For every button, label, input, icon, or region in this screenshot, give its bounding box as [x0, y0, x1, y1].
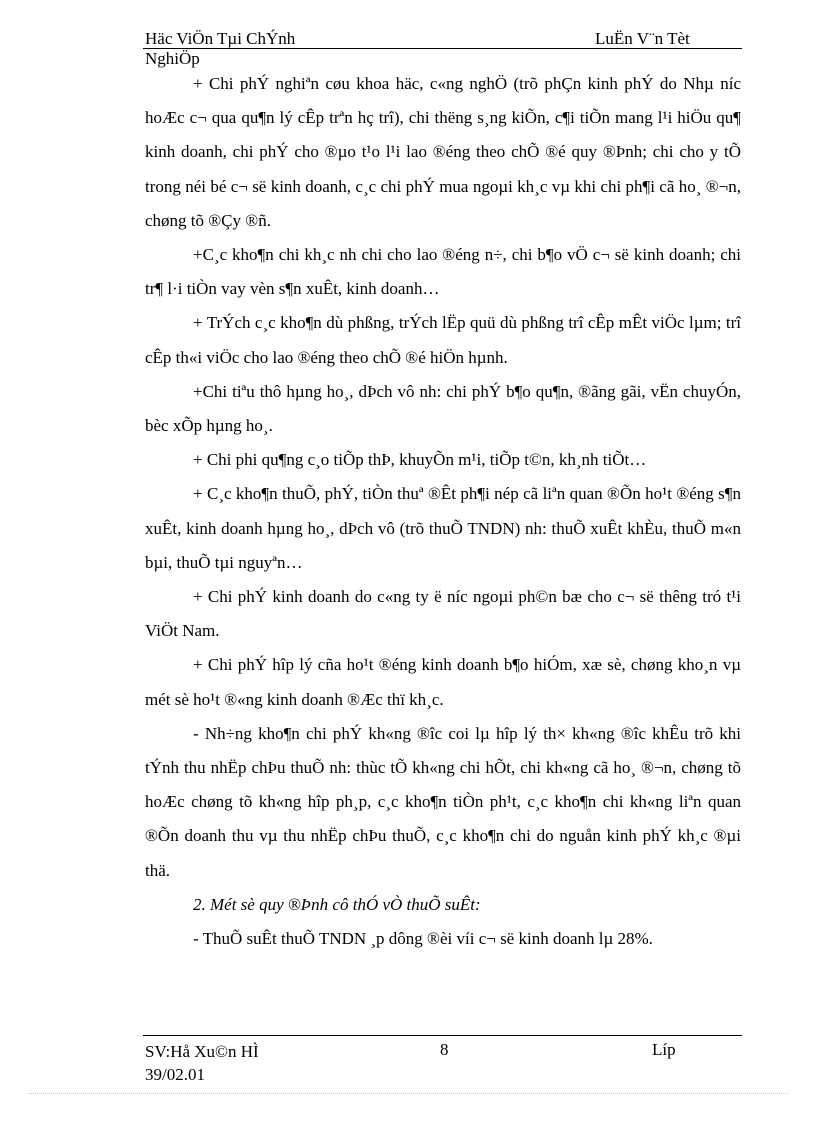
- footer-student: [145, 1040, 259, 1086]
- footer-class-label: Líp: [652, 1040, 676, 1059]
- paragraph-insurance-lottery: + Chi phÝ hîp lý cña ho¹t ®éng kinh doanh b¶o hiÓm, xæ sè, chøng kho¸n vµ mét sè ho¹t ®«ng kinh doanh ®Æc thï kh¸c.: [145, 655, 741, 709]
- paragraph-advertising: + Chi phi qu¶ng c¸o tiÕp thÞ, khuyÕn m¹i, tiÕp t©n, kh¸nh tiÕt…: [193, 450, 647, 470]
- paragraph-research-costs: + Chi phÝ nghiªn cøu khoa häc, c«ng nghÖ (trõ phÇn kinh phÝ do Nhµ níc hoÆc c¬ qua qu¶n lý cÊp trªn hç trî), chi thëng s¸ng kiÕn, c¶i tiÕn mang l¹i hiÖu qu¶ kinh doanh, chi phÝ cho ®µo t¹o l¹i lao ®éng theo chÕ ®é quy ®Þnh; chi cho y tÕ trong néi bé c¬ së kinh doanh, c¸c chi phÝ mua ngoµi kh¸c vµ khi chi ph¶i cã ho¸ ®¬n, chøng tõ ®Çy ®ñ.: [145, 74, 741, 230]
- paragraph-other-expenses: +C¸c kho¶n chi kh¸c nh chi cho lao ®éng n÷, chi b¶o vÖ c¬ së kinh doanh; chi tr¶ l·i tiÒn vay vèn s¶n xuÊt, kinh doanh…: [145, 245, 741, 299]
- page-bottom-edge: [28, 1093, 788, 1094]
- paragraph-taxes-fees: + C¸c kho¶n thuÕ, phÝ, tiÒn thuª ®Êt ph¶i nép cã liªn quan ®Õn ho¹t ®éng s¶n xuÊt, kinh doanh hµng ho¸, dÞch vô (trõ thuÕ TNDN) nh: thuÕ xuÊt khÈu, thuÕ m«n bµi, thuÕ tµi nguyªn…: [145, 484, 741, 572]
- paragraph-non-deductible: - Nh÷ng kho¶n chi phÝ kh«ng ®îc coi lµ hîp lý th× kh«ng ®îc khÊu trõ khi tÝnh thu nhËp chÞu thuÕ nh: thùc tÕ kh«ng chi hÕt, chi kh«ng cã ho¸ ®¬n, chøng tõ hoÆc chøng tõ kh«ng hîp ph¸p, c¸c kho¶n tiÒn ph¹t, c¸c kho¶n chi kh«ng liªn quan ®Õn doanh thu vµ thu nhËp chÞu thuÕ, c¸c kho¶n chi do nguån kinh phÝ kh¸c ®µi thä.: [145, 723, 741, 880]
- section-heading: 2. Mét sè quy ®Þnh cô thÓ vÒ thuÕ suÊt:: [193, 894, 481, 914]
- footer-student-name: SV:Hå Xu©n HÌ: [145, 1042, 259, 1061]
- header-institution: Häc ViÖn Tµi ChÝnh: [145, 29, 296, 48]
- page-number: 8: [440, 1040, 449, 1059]
- header-thesis-title-continuation: NghiÖp: [145, 49, 200, 68]
- body-text: [145, 67, 741, 956]
- paragraph-provisions: + TrÝch c¸c kho¶n dù phßng, trÝch lËp quü dù phßng trî cÊp mÊt viÖc lµm; trî cÊp th«i viÖc cho lao ®éng theo chÕ ®é hiÖn hµnh.: [145, 313, 741, 367]
- footer-student-class-code: 39/02.01: [145, 1065, 205, 1084]
- footer-rule: [143, 1035, 742, 1036]
- header-thesis-title: LuËn V¨n Tèt: [595, 29, 690, 48]
- header-rule: [143, 48, 742, 49]
- paragraph-sales-costs: +Chi tiªu thô hµng ho¸, dÞch vô nh: chi phÝ b¶o qu¶n, ®ãng gãi, vËn chuyÓn, bèc xÕp hµng ho¸.: [145, 381, 741, 436]
- paragraph-foreign-costs: + Chi phÝ kinh doanh do c«ng ty ë níc ngoµi ph©n bæ cho c¬ së thêng tró t¹i ViÖt Nam.: [145, 587, 741, 641]
- paragraph-tax-rate: - ThuÕ suÊt thuÕ TNDN ¸p dông ®èi víi c¬ së kinh doanh lµ 28%.: [193, 929, 653, 949]
